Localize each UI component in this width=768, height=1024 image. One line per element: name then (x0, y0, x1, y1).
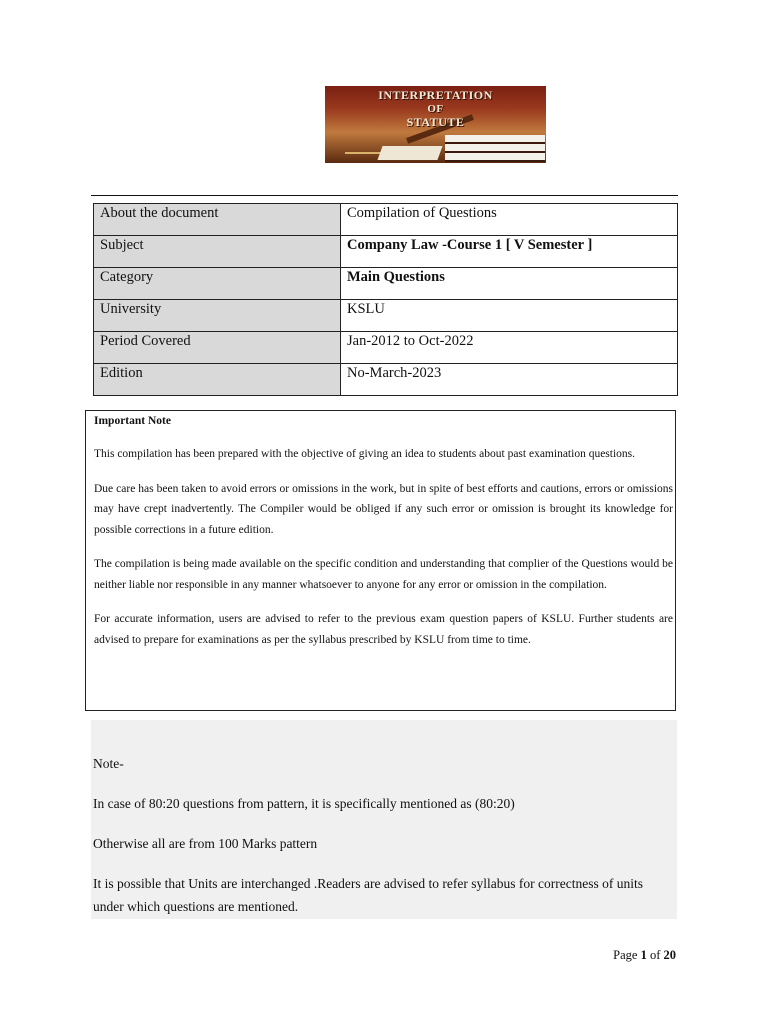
table-row (94, 300, 678, 332)
row-key: About the document (94, 204, 341, 236)
current-page: 1 (640, 948, 647, 962)
table-row (94, 236, 678, 268)
row-value: Main Questions (341, 268, 678, 300)
row-key: Period Covered (94, 332, 341, 364)
table-row (94, 364, 678, 396)
horizontal-rule (91, 195, 678, 196)
notes-line: It is possible that Units are interchanged .Readers are advised to refer syllabus for correctness of units under which questions are mentioned. (93, 876, 643, 914)
notes-line: Otherwise all are from 100 Marks pattern (93, 836, 318, 851)
row-value: Jan-2012 to Oct-2022 (341, 332, 678, 364)
note-paragraph: This compilation has been prepared with the objective of giving an idea to students about past examination questions. (94, 448, 636, 460)
book-stack-icon (445, 131, 545, 163)
total-pages: 20 (663, 948, 676, 962)
important-note-box (85, 410, 676, 711)
row-key: Category (94, 268, 341, 300)
banner-line-3: STATUTE (406, 115, 465, 129)
note-paragraph: For accurate information, users are advised to refer to the previous exam question papers of KSLU. Further students are advised to prepare for examinations as per the syllabus prescribed by KSLU from time to time. (94, 613, 673, 646)
notes-heading: Note- (93, 756, 124, 771)
notes-box (91, 720, 677, 919)
title-banner-image (325, 86, 546, 163)
of-word: of (649, 948, 661, 962)
important-note-title: Important Note (94, 415, 171, 427)
table-row (94, 268, 678, 300)
page-word: Page (613, 948, 638, 962)
row-key: Subject (94, 236, 341, 268)
notes-line: In case of 80:20 questions from pattern, it is specifically mentioned as (80:20) (93, 796, 515, 811)
page-number (540, 948, 676, 963)
note-paragraph: The compilation is being made available on the specific condition and understanding that complier of the Questions would be neither liable nor responsible in any manner whatsoever to anyone for any error or omission in the compilation. (94, 558, 673, 591)
row-key: University (94, 300, 341, 332)
row-value: KSLU (341, 300, 678, 332)
note-paragraph: Due care has been taken to avoid errors or omissions in the work, but in spite of best efforts and cautions, errors or omissions may have crept inadvertently. The Compiler would be obliged if any such error or omission is brought its knowledge for possible corrections in a future edition. (94, 482, 673, 536)
row-value: Company Law -Course 1 [ V Semester ] (341, 236, 678, 268)
row-value: No-March-2023 (341, 364, 678, 396)
row-value: Compilation of Questions (341, 204, 678, 236)
table-row (94, 204, 678, 236)
open-book-icon (377, 146, 442, 160)
document-info-table (93, 203, 678, 396)
row-key: Edition (94, 364, 341, 396)
table-row (94, 332, 678, 364)
banner-line-2: OF (427, 103, 444, 115)
banner-line-1: INTERPRETATION (378, 88, 493, 102)
